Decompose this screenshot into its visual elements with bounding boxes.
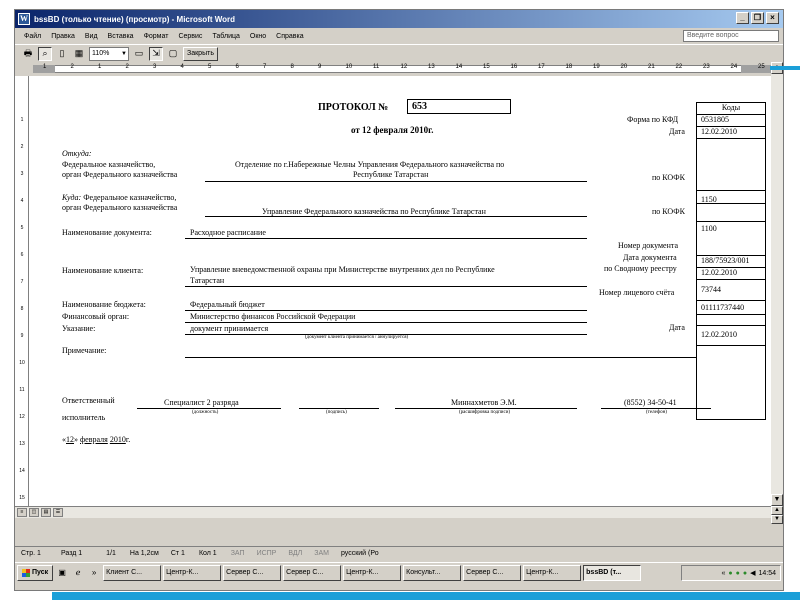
codes-spacer-3 [697,314,765,325]
web-view-icon[interactable]: ◫ [29,508,39,517]
name-underline [395,408,577,409]
to-caption-2: орган Федерального казначейства [62,203,178,212]
ruler-number: 24 [730,64,738,70]
vertical-ruler[interactable] [15,76,29,506]
magnifier-icon[interactable]: ⌕ [38,47,52,61]
budget-label: Наименование бюджета: [62,300,146,309]
menu-help[interactable]: Справка [276,32,304,40]
traffic-light-icon[interactable]: ● [735,569,740,577]
clock[interactable]: 14:54 [758,569,776,577]
restore-button[interactable]: ❐ [751,12,764,24]
minimize-button[interactable]: _ [736,12,749,24]
ruler-number: 14 [455,64,463,70]
menu-tools[interactable]: Сервис [178,32,203,40]
date-code-label: Дата [669,127,685,136]
menu-window[interactable]: Окно [249,32,267,40]
kofk-from-value: 1150 [697,190,765,235]
horizontal-ruler[interactable] [15,62,771,76]
slide-bottom-bar [52,592,800,600]
budget-value: Федеральный бюджет [190,300,265,309]
note-label: Примечание: [62,346,107,355]
ql-overflow-icon[interactable]: » [91,568,97,577]
ruler-number: 5 [208,64,212,70]
ie-icon[interactable]: ℯ [75,568,81,577]
account-value: 01111737440 [697,300,765,314]
vruler-number: 7 [20,279,24,285]
date-suffix: г. [125,435,131,444]
vruler-number: 5 [20,225,24,231]
task-button[interactable]: Сервер С... [223,565,281,581]
ruler-number: 18 [565,64,573,70]
to-underline [205,216,587,217]
codes-column [696,102,766,420]
instruction-value: документ принимается [190,324,269,333]
menu-format[interactable]: Формат [143,32,169,40]
ruler-number: 6 [235,64,239,70]
doc-name-label: Наименование документа: [62,228,152,237]
vruler-number: 11 [19,387,25,393]
word-window [14,9,784,591]
ruler-number: 23 [703,64,710,70]
sign-hint: (подпись) [326,410,347,415]
menu-edit[interactable]: Правка [51,32,75,40]
window-title: bssBD (только чтение) (просмотр) - Microsoft Word [34,14,236,24]
signature-name: Миннахметов Э.М. [451,398,517,407]
status-section: Разд 1 [60,550,83,557]
ruler-number: 7 [263,64,267,70]
from-caption-1: Федеральное казначейство, [62,160,156,169]
slide-accent-bar [770,66,800,70]
one-page-icon[interactable]: ▯ [59,48,65,58]
traffic-light-icon[interactable]: ● [742,569,748,577]
doc-name-value: Расходное расписание [190,228,266,237]
vruler-number: 6 [20,252,24,258]
prev-page-icon[interactable]: ▲ [771,506,783,515]
ruler-number: 4 [180,64,184,70]
ruler-number: 2 [70,64,74,70]
vruler-number: 8 [20,306,24,312]
ruler-number: 1 [98,64,102,70]
traffic-light-icon[interactable]: ● [728,569,733,577]
shrink-to-fit-icon[interactable]: ⇲ [149,47,163,61]
registry-label: по Сводному реестру [604,264,677,273]
close-preview-button[interactable]: Закрыть [183,47,218,61]
date-month: февраля [80,435,108,444]
status-bar [15,546,783,560]
signature-position: Специалист 2 разряда [164,398,239,407]
phone-underline [601,408,711,409]
form-code-label: Форма по КФД [627,115,679,124]
layout-view-icon[interactable]: ▤ [41,508,51,517]
menu-file[interactable]: Файл [24,32,42,40]
note-underline [185,357,697,358]
name-hint: (расшифровка подписи) [459,410,511,415]
account-label: Номер лицевого счёта [599,288,675,297]
next-page-icon[interactable]: ▼ [771,515,783,524]
normal-view-icon[interactable]: ≡ [17,508,27,517]
ruler-number: 12 [400,64,408,70]
instruction-hint: (документ клиента принимается / аннулируется) [305,335,409,340]
vruler-number: 12 [19,414,25,420]
close-window-button[interactable]: × [766,12,779,24]
protocol-number: 653 [412,101,427,112]
task-button[interactable]: Центр-К... [163,565,221,581]
position-underline [137,408,281,409]
ask-question-input[interactable]: Введите вопрос [683,30,779,42]
ruler-number: 8 [290,64,294,70]
menu-insert[interactable]: Вставка [107,32,134,40]
position-hint: (должность) [192,410,219,415]
outline-view-icon[interactable]: ☰ [53,508,63,517]
full-screen-icon[interactable]: ▢ [168,48,178,58]
task-button[interactable]: Сервер С... [463,565,521,581]
kofk-to-value: 1100 [697,221,765,235]
title-bar[interactable] [15,10,783,28]
ruler-number: 3 [153,64,157,70]
budget-underline [185,310,587,311]
to-caption-1-text: Федеральное казначейство, [83,193,177,202]
vruler-number: 10 [19,360,25,366]
doc-name-underline [185,238,587,239]
scroll-down-icon[interactable]: ▼ [771,494,783,506]
status-trk[interactable]: ИСПР [256,550,277,557]
codes-spacer-1 [697,138,765,190]
vruler-number: 9 [20,333,24,339]
task-button[interactable]: Клиент С... [103,565,161,581]
date2-label: Дата [669,323,685,332]
multiple-pages-icon[interactable]: ▦ [74,48,84,58]
from-value-1: Отделение по г.Набережные Челны Управления Федерального казначейства по [235,160,505,169]
ruler-number: 22 [675,64,683,70]
from-underline [205,181,587,182]
status-ext[interactable]: ВДЛ [288,550,303,557]
protocol-label: ПРОТОКОЛ № [318,102,389,113]
ruler-number: 16 [510,64,518,70]
windows-logo-icon [22,569,30,577]
tray-arrow-icon[interactable]: « [721,569,726,577]
ruler-number: 15 [483,64,490,70]
signature-phone: (8552) 34-50-41 [624,398,677,407]
vruler-number: 4 [20,198,24,204]
protocol-date: от 12 февраля 2010г. [351,125,434,135]
vruler-number: 14 [19,468,25,474]
date-year: 2010 [109,435,126,444]
doc-number-label: Номер документа [618,241,679,250]
date-open-quote: « [62,435,66,444]
form-code-value: 0531805 [697,114,765,126]
date-day: 12 [66,435,74,444]
date-close-quote: » [74,435,78,444]
kofk-to-label: по КОФК [652,207,685,216]
client-value-1: Управление вневедомственной охраны при Министерстве внутренних дел по Республике [190,265,495,274]
system-tray [681,565,781,581]
ruler-numbers [33,64,771,74]
status-col: Кол 1 [198,550,217,557]
codes-title: Коды [721,103,741,112]
start-button[interactable] [17,565,53,581]
from-caption-2: орган Федерального казначейства [62,170,178,179]
menu-table[interactable]: Таблица [212,32,240,40]
vruler-number: 13 [19,441,25,447]
date2-value: 12.02.2010 [697,325,765,345]
status-ovr[interactable]: ЗАМ [314,550,329,557]
fin-organ-label: Финансовый орган: [62,312,130,321]
ruler-number: 21 [648,64,655,70]
ruler-number: 17 [538,64,545,70]
preview-toolbar [15,44,783,62]
vruler-number: 1 [20,117,24,123]
menu-view[interactable]: Вид [84,32,98,40]
to-caption-1 [62,193,176,202]
start-label: Пуск [32,568,49,576]
print-icon[interactable]: 🖶 [23,47,33,58]
to-label: Куда: [62,193,82,202]
codes-spacer-2 [697,235,765,247]
ruler-number: 1 [43,64,47,70]
fin-organ-underline [185,322,587,323]
client-underline [185,286,587,287]
ruler-number: 9 [318,64,322,70]
ruler-toggle-icon[interactable]: ▭ [134,48,144,58]
status-pages: 1/1 [106,550,116,557]
task-button[interactable]: Центр-К... [523,565,581,581]
phone-hint: (телефон) [646,410,667,415]
vruler-number: 15 [19,495,25,501]
signature-label-2: исполнитель [62,413,106,422]
ruler-number: 13 [428,64,435,70]
fin-organ-value: Министерство финансов Российской Федерации [190,312,356,321]
ruler-number: 11 [373,64,380,70]
status-lang: русский (Ро [340,550,379,557]
instruction-label: Указание: [62,324,96,333]
client-value-2: Татарстан [190,276,225,285]
task-button[interactable]: Консульт... [403,565,461,581]
ruler-number: 25 [758,64,765,70]
status-rec[interactable]: ЗАП [230,550,245,557]
bottom-date [62,435,130,444]
codes-spacer-4 [697,345,765,421]
date-code-value: 12.02.2010 [697,126,765,138]
doc-number-value: 188/75923/001 [697,255,765,267]
ruler-number: 10 [345,64,353,70]
to-value: Управление Федерального казначейства по Республике Татарстан [262,207,486,216]
sign-underline [299,408,379,409]
from-value-2: Республике Татарстан [353,170,429,179]
horizontal-scrollbar[interactable] [15,506,771,518]
doc-date-label: Дата документа [623,253,677,262]
ruler-number: 19 [593,64,600,70]
document-page [29,76,771,506]
word-app-icon[interactable]: W [20,14,28,23]
from-label: Откуда: [62,149,92,158]
vertical-scrollbar[interactable] [771,62,783,524]
menu-bar [15,28,783,44]
status-line: Ст 1 [170,550,185,557]
task-button[interactable]: Центр-К... [343,565,401,581]
speaker-icon[interactable]: ◀ [750,570,756,577]
kofk-from-label: по КОФК [652,173,685,182]
registry-value: 73744 [697,279,765,300]
vruler-number: 2 [20,144,24,150]
task-button[interactable]: Сервер С... [283,565,341,581]
status-at: На 1,2см [129,550,159,557]
status-page: Стр. 1 [21,550,41,557]
desktop-icon[interactable]: ▣ [58,568,66,577]
ruler-number: 20 [620,64,628,70]
client-label: Наименование клиента: [62,266,144,275]
ruler-number: 2 [125,64,129,70]
codes-divider-a [697,203,765,204]
taskbar [15,562,783,582]
signature-label-1: Ответственный [62,396,115,405]
vruler-number: 3 [20,171,24,177]
task-button-active[interactable]: bssBD (т... [583,565,641,581]
zoom-select[interactable]: 110% ▼ [89,47,129,61]
doc-date-value: 12.02.2010 [697,267,765,279]
